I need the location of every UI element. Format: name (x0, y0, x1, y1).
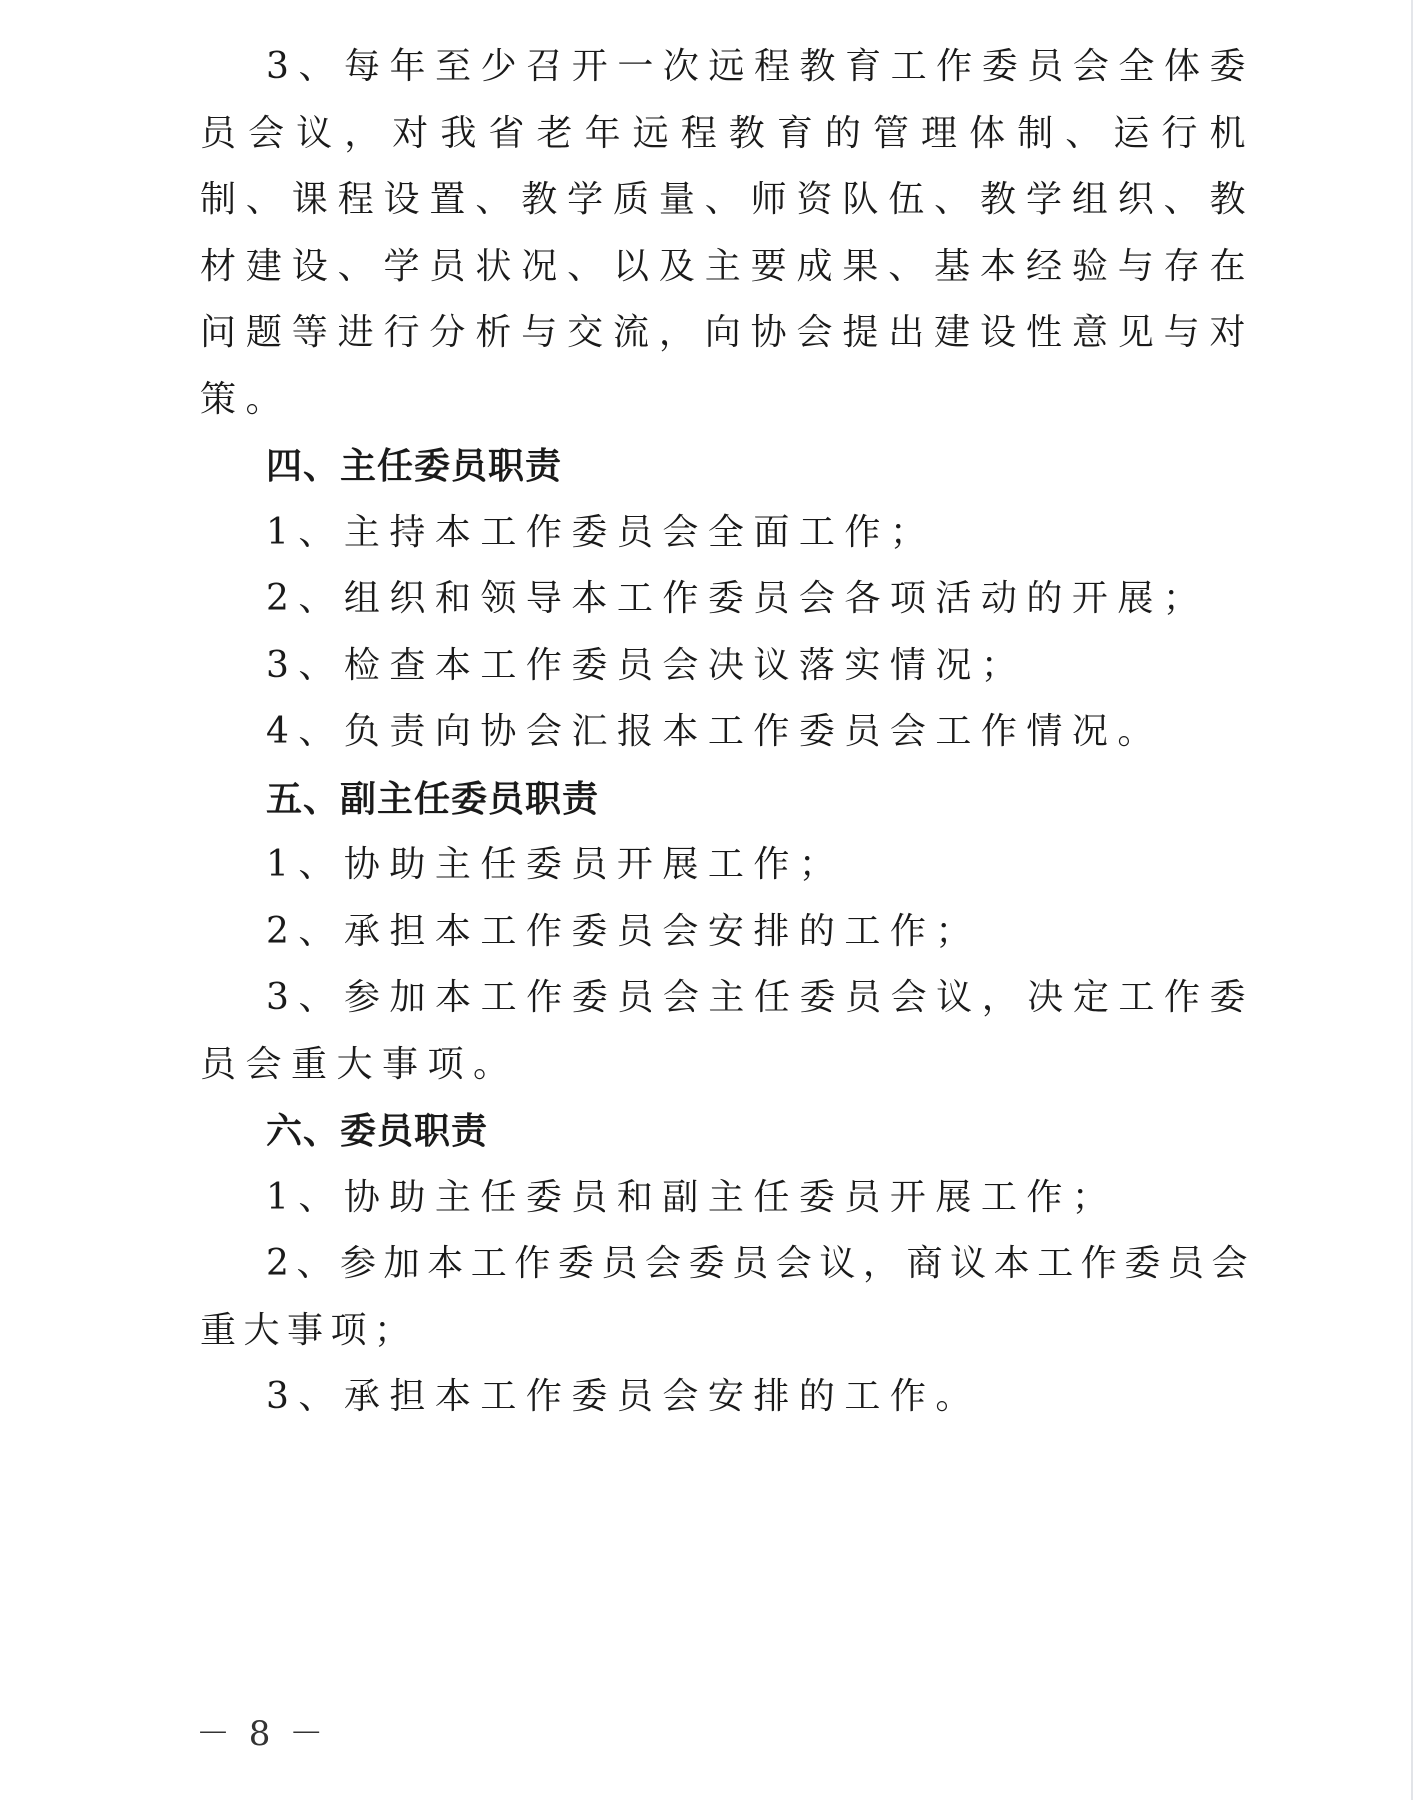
page-number: － 8 － (196, 1714, 328, 1754)
list-item-deputy-2: 2、承担本工作委员会安排的工作； (266, 910, 981, 952)
list-item-member-2: 2、参加本工作委员会委员会议，商议本工作委员会重大事项； (200, 1243, 1255, 1351)
heading-deputy-director-duties: 五、副主任委员职责 (266, 777, 600, 820)
document-body (200, 34, 1255, 1431)
list-item-director-2: 2、组织和领导本工作委员会各项活动的开展； (266, 578, 1209, 619)
list-item-director-3: 3、检查本工作委员会决议落实情况； (266, 644, 1027, 686)
paragraph-meeting-analysis: 3、每年至少召开一次远程教育工作委员会全体委员会议，对我省老年远程教育的管理体制、运行机制、课程设置、教学质量、师资队伍、教学组织、教材建设、学员状况、以及主要成果、基本经验与存在问题等进行分析与交流，向协会提出建设性意见与对策。 (200, 46, 1255, 420)
page-edge-shadow (1411, 0, 1413, 1800)
list-item-member-3: 3、承担本工作委员会安排的工作。 (266, 1376, 981, 1417)
list-item-director-1: 1、主持本工作委员会全面工作； (266, 511, 936, 553)
heading-member-duties: 六、委员职责 (266, 1110, 489, 1152)
list-item-director-4: 4、负责向协会汇报本工作委员会工作情况。 (266, 711, 1163, 752)
list-item-deputy-1: 1、协助主任委员开展工作； (266, 844, 845, 885)
list-item-member-1: 1、协助主任委员和副主任委员开展工作； (266, 1176, 1118, 1218)
heading-director-duties: 四、主任委员职责 (266, 445, 563, 487)
list-item-deputy-3: 3、参加本工作委员会主任委员会议，决定工作委员会重大事项。 (200, 977, 1255, 1085)
